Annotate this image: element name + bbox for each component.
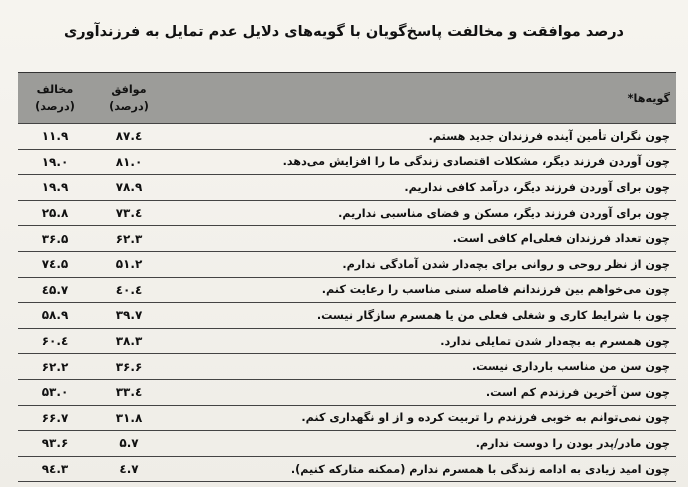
disagree-cell: ۹۳.۶ bbox=[18, 431, 92, 457]
header-items-label: گویه‌ها* bbox=[627, 91, 670, 105]
item-cell: چون می‌خواهم بین فرزندانم فاصله سنی مناسب را رعایت کنم. bbox=[166, 277, 676, 303]
agree-cell: ۵.۷ bbox=[92, 431, 166, 457]
item-cell: چون نمی‌توانم به خوبی فرزندم را تربیت کرده و از او نگهداری کنم. bbox=[166, 405, 676, 431]
agree-cell: ۳۸.۳ bbox=[92, 328, 166, 354]
disagree-cell: ۵۳.۰ bbox=[18, 379, 92, 405]
table-header bbox=[18, 73, 676, 124]
table-row bbox=[18, 405, 676, 431]
table-row bbox=[18, 226, 676, 252]
table-row bbox=[18, 303, 676, 329]
agree-cell: ۸۷.٤ bbox=[92, 124, 166, 150]
item-cell: چون آوردن فرزند دیگر، مشکلات اقتصادی زندگی ما را افزایش می‌دهد. bbox=[166, 149, 676, 175]
item-cell: چون با شرایط کاری و شغلی فعلی من یا همسرم سازگار نیست. bbox=[166, 303, 676, 329]
table-row bbox=[18, 124, 676, 150]
item-cell: چون سن من مناسب بارداری نیست. bbox=[166, 354, 676, 380]
disagree-cell: ۷٤.۵ bbox=[18, 251, 92, 277]
agree-cell: ۷۸.۹ bbox=[92, 175, 166, 201]
table-row bbox=[18, 149, 676, 175]
agree-cell: ۷۳.٤ bbox=[92, 200, 166, 226]
table-row bbox=[18, 277, 676, 303]
table-row bbox=[18, 175, 676, 201]
agree-cell: ۶۲.۳ bbox=[92, 226, 166, 252]
header-agree-unit: (درصد) bbox=[109, 100, 149, 113]
page-title: درصد موافقت و مخالفت پاسخ‌گویان با گویه‌های دلایل عدم تمایل به فرزندآوری bbox=[63, 24, 625, 40]
agree-cell: ٤.۷ bbox=[92, 456, 166, 482]
disagree-cell: ۳۶.۵ bbox=[18, 226, 92, 252]
disagree-cell: ۵۸.۹ bbox=[18, 303, 92, 329]
table-body bbox=[18, 124, 676, 482]
disagree-cell: ۱۹.۰ bbox=[18, 149, 92, 175]
item-cell: چون مادر/پدر بودن را دوست ندارم. bbox=[166, 431, 676, 457]
agree-cell: ۳۱.۸ bbox=[92, 405, 166, 431]
item-cell: چون برای آوردن فرزند دیگر، درآمد کافی نداریم. bbox=[166, 175, 676, 201]
item-cell: چون امید زیادی به ادامه زندگی با همسرم ندارم (ممکنه متارکه کنیم). bbox=[166, 456, 676, 482]
agree-cell: ۵۱.۲ bbox=[92, 251, 166, 277]
item-cell: چون نگران تأمین آینده فرزندان جدید هستم. bbox=[166, 124, 676, 150]
disagree-cell: ۱۱.۹ bbox=[18, 124, 92, 150]
table-row bbox=[18, 328, 676, 354]
item-cell: چون تعداد فرزندان فعلی‌ام کافی است. bbox=[166, 226, 676, 252]
disagree-cell: ۶۶.۷ bbox=[18, 405, 92, 431]
agree-cell: ۳۶.۶ bbox=[92, 354, 166, 380]
item-cell: چون همسرم به بچه‌دار شدن تمایلی ندارد. bbox=[166, 328, 676, 354]
agree-cell: ٤۰.٤ bbox=[92, 277, 166, 303]
disagree-cell: ۱۹.۹ bbox=[18, 175, 92, 201]
table-row bbox=[18, 200, 676, 226]
item-cell: چون از نظر روحی و روانی برای بچه‌دار شدن آمادگی ندارم. bbox=[166, 251, 676, 277]
table-row bbox=[18, 354, 676, 380]
table-row bbox=[18, 379, 676, 405]
disagree-cell: ۲۵.۸ bbox=[18, 200, 92, 226]
header-agree bbox=[92, 73, 166, 124]
agree-cell: ۳۳.٤ bbox=[92, 379, 166, 405]
disagree-cell: ۶۰.٤ bbox=[18, 328, 92, 354]
table-row bbox=[18, 251, 676, 277]
header-agree-label: موافق bbox=[111, 83, 147, 96]
item-cell: چون برای آوردن فرزند دیگر، مسکن و فضای مناسبی نداریم. bbox=[166, 200, 676, 226]
disagree-cell: ۶۲.۲ bbox=[18, 354, 92, 380]
survey-table bbox=[18, 72, 676, 482]
table-row bbox=[18, 456, 676, 482]
header-disagree-unit: (درصد) bbox=[35, 100, 75, 113]
disagree-cell: ۹٤.۳ bbox=[18, 456, 92, 482]
agree-cell: ۳۹.۷ bbox=[92, 303, 166, 329]
header-disagree bbox=[18, 73, 92, 124]
header-items bbox=[166, 73, 676, 124]
item-cell: چون سن آخرین فرزندم کم است. bbox=[166, 379, 676, 405]
header-disagree-label: مخالف bbox=[36, 83, 74, 96]
disagree-cell: ٤۵.۷ bbox=[18, 277, 92, 303]
table-row bbox=[18, 431, 676, 457]
agree-cell: ۸۱.۰ bbox=[92, 149, 166, 175]
